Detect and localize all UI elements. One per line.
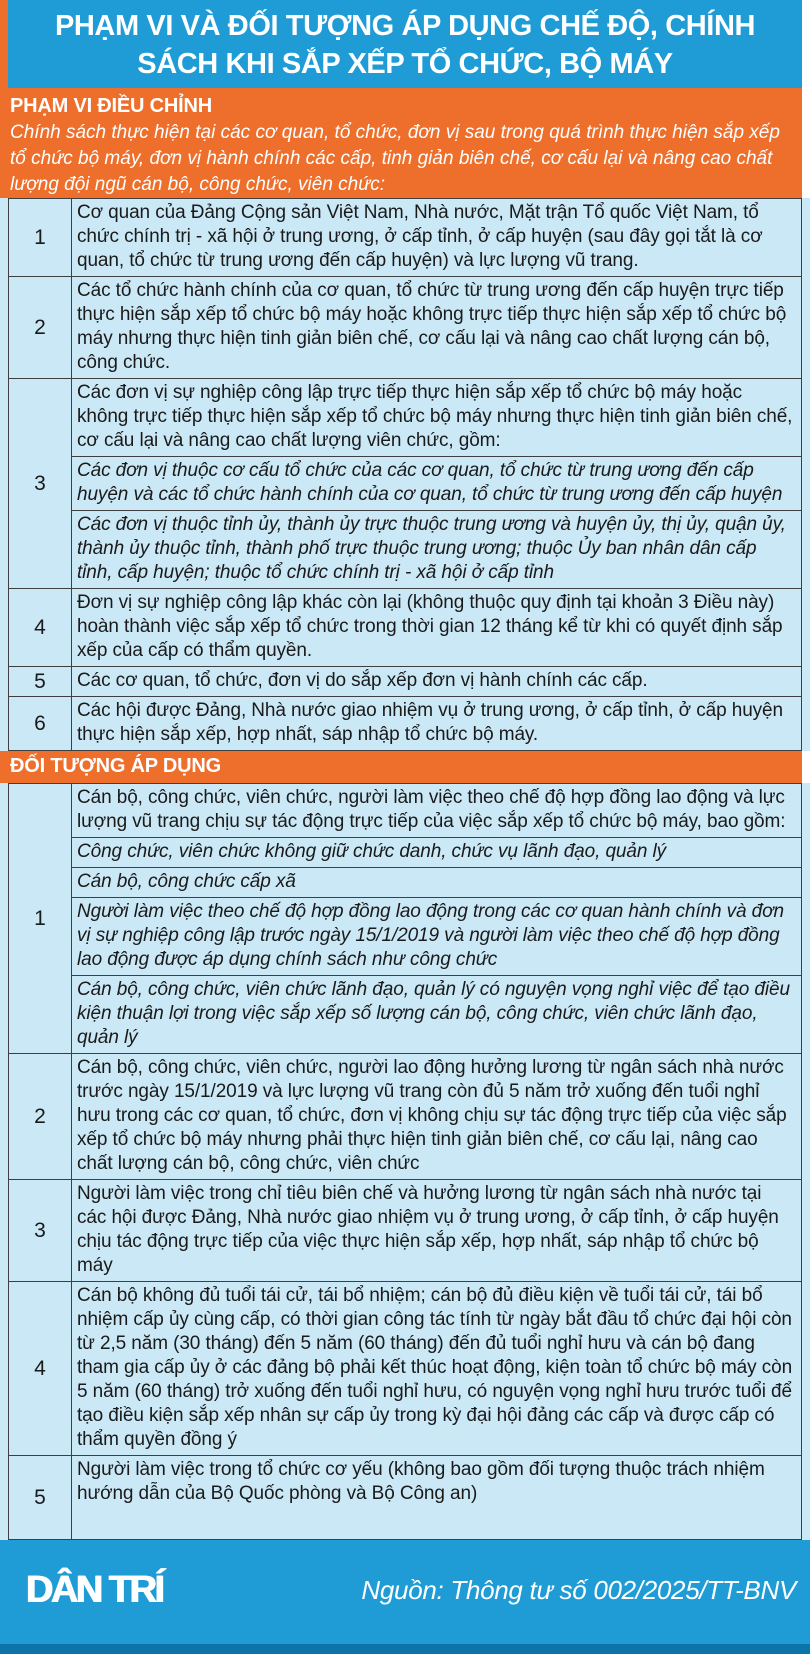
row-cell: Công chức, viên chức không giữ chức danh, chức vụ lãnh đạo, quản lý (72, 837, 801, 867)
footer-bottom-strip (0, 1644, 810, 1654)
table-row (9, 378, 801, 588)
page-title: PHẠM VI VÀ ĐỐI TƯỢNG ÁP DỤNG CHẾ ĐỘ, CHÍNH SÁCH KHI SẮP XẾP TỔ CHỨC, BỘ MÁY (54, 10, 756, 80)
row-cell: Người làm việc theo chế độ hợp đồng lao động trong các cơ quan hành chính và đơn vị sự nghiệp công lập trước ngày 15/1/2019 và người làm việc theo chế độ hợp đồng lao động được áp dụng chính sách như công chức (72, 897, 801, 975)
table-row (9, 696, 801, 750)
subjects-table-wrap (0, 783, 810, 1540)
source-credit: Nguồn: Thông tư số 002/2025/TT-BNV (361, 1574, 796, 1605)
table-row (9, 666, 801, 696)
scope-heading: PHẠM VI ĐIỀU CHỈNH (10, 95, 212, 117)
row-cell: Cán bộ, công chức, viên chức, người lao động hưởng lương từ ngân sách nhà nước trước ngày 15/1/2019 và lực lượng vũ trang còn đủ 5 năm trở xuống đến tuổi nghỉ hưu trong các cơ quan, tổ chức, đơn vị không chịu sự tác động trực tiếp của việc sắp xếp tổ chức bộ máy nhưng phải thực hiện tinh giản biên chế, cơ cấu lại, nâng cao chất lượng cán bộ, công chức, viên chức (77, 1057, 787, 1174)
row-number: 3 (9, 379, 72, 588)
row-cell: Các cơ quan, tổ chức, đơn vị do sắp xếp đơn vị hành chính các cấp. (77, 670, 648, 691)
row-number: 1 (9, 784, 72, 1053)
row-cell: Cơ quan của Đảng Cộng sản Việt Nam, Nhà nước, Mặt trận Tổ quốc Việt Nam, tổ chức chính trị - xã hội ở trung ương, ở cấp tỉnh, ở cấp huyện (sau đây gọi tắt là cơ quan, tổ chức từ trung ương đến cấp huyện) và lực lượng vũ trang. (77, 202, 763, 271)
footer-bar (0, 1540, 810, 1654)
row-cell: Cán bộ không đủ tuổi tái cử, tái bổ nhiệm; cán bộ đủ điều kiện về tuổi tái cử, tái bổ nhiệm cấp ủy cùng cấp, có thời gian công tác tính từ ngày bắt đầu tổ chức đại hội còn từ 2,5 năm (30 tháng) đến 5 năm (60 tháng) đến đủ tuổi nghỉ hưu và cán bộ đang tham gia cấp ủy ở các đảng bộ phải kết thúc hoạt động, kiện toàn tổ chức bộ máy còn 5 năm (60 tháng) trở xuống đến tuổi nghỉ hưu, có nguyện vọng nghỉ hưu trước tuổi để tạo điều kiện sắp xếp nhân sự cấp ủy trong kỳ đại hội đảng các cấp và được cấp có thẩm quyền đồng ý (77, 1285, 793, 1450)
header-wrap (0, 0, 810, 88)
row-cell: Người làm việc trong tổ chức cơ yếu (không bao gồm đối tượng thuộc trách nhiệm hướng dẫn của Bộ Quốc phòng và Bộ Công an) (77, 1459, 765, 1504)
row-cell: Các đơn vị sự nghiệp công lập trực tiếp thực hiện sắp xếp tổ chức bộ máy hoặc không trực tiếp thực hiện sắp xếp tổ chức bộ máy nhưng thực hiện tinh giản biên chế, cơ cấu lại và nâng cao chất lượng viên chức, gồm: (77, 382, 793, 451)
row-number: 5 (9, 667, 72, 696)
subjects-heading: ĐỐI TƯỢNG ÁP DỤNG (10, 755, 222, 777)
row-cell: Các hội được Đảng, Nhà nước giao nhiệm vụ ở trung ương, ở cấp tỉnh, ở cấp huyện thực hiện sắp xếp, hợp nhất, sáp nhập tổ chức bộ máy. (77, 700, 783, 745)
row-cell: Người làm việc trong chỉ tiêu biên chế và hưởng lương từ ngân sách nhà nước tại các hội được Đảng, Nhà nước giao nhiệm vụ ở trung ương, ở cấp tỉnh, ở cấp huyện chịu tác động trực tiếp của việc thực hiện sắp xếp, hợp nhất, sáp nhập tổ chức bộ máy (77, 1183, 779, 1276)
row-number: 2 (9, 277, 72, 378)
table-row (9, 276, 801, 378)
row-number: 6 (9, 697, 72, 750)
row-number: 4 (9, 1282, 72, 1455)
row-cell: Cán bộ, công chức, viên chức lãnh đạo, quản lý có nguyện vọng nghỉ việc để tạo điều kiện thuận lợi trong việc sắp xếp số lượng cán bộ, công chức, viên chức lãnh đạo, quản lý (72, 975, 801, 1053)
row-cell: Các đơn vị thuộc cơ cấu tổ chức của các cơ quan, tổ chức từ trung ương đến cấp huyện và các tổ chức hành chính của cơ quan, tổ chức từ trung ương đến cấp huyện (72, 456, 801, 510)
row-number: 5 (9, 1456, 72, 1539)
section-scope-band (0, 88, 802, 198)
table-row (9, 1281, 801, 1455)
title-bar (8, 0, 802, 88)
section-subjects-band (0, 751, 802, 783)
row-number: 1 (9, 199, 72, 276)
row-number: 2 (9, 1054, 72, 1179)
row-cell: Các tổ chức hành chính của cơ quan, tổ chức từ trung ương đến cấp huyện trực tiếp thực hiện sắp xếp tổ chức bộ máy hoặc không trực tiếp thực hiện sắp xếp tổ chức bộ máy nhưng thực hiện tinh giản biên chế, cơ cấu lại và nâng cao chất lượng cán bộ, công chức. (77, 280, 787, 373)
table-row (9, 783, 801, 1053)
row-number: 4 (9, 589, 72, 666)
row-cell: Đơn vị sự nghiệp công lập khác còn lại (không thuộc quy định tại khoản 3 Điều này) hoàn thành việc sắp xếp tổ chức trong thời gian 12 tháng kể từ khi có quyết định sắp xếp của cấp có thẩm quyền. (77, 592, 783, 661)
row-cell: Các đơn vị thuộc tỉnh ủy, thành ủy trực thuộc trung ương và huyện ủy, thị ủy, quận ủy, thành ủy thuộc tỉnh, thành phố trực thuộc trung ương; thuộc Ủy ban nhân dân cấp tỉnh, cấp huyện; thuộc tổ chức chính trị - xã hội ở cấp tỉnh (72, 510, 801, 588)
table-row (9, 588, 801, 666)
subjects-table (8, 783, 802, 1540)
scope-intro: Chính sách thực hiện tại các cơ quan, tổ chức, đơn vị sau trong quá trình thực hiện sắp xếp tổ chức bộ máy, đơn vị hành chính các cấp, tinh giản biên chế, cơ cấu lại và nâng cao chất lượng đội ngũ cán bộ, công chức, viên chức: (10, 122, 780, 195)
table-row (9, 1053, 801, 1179)
table-row (9, 1455, 801, 1539)
scope-table (8, 198, 802, 751)
row-cell: Cán bộ, công chức, viên chức, người làm việc theo chế độ hợp đồng lao động và lực lượng vũ trang chịu sự tác động trực tiếp của việc sắp xếp tổ chức bộ máy, bao gồm: (77, 787, 786, 832)
table-row (9, 1179, 801, 1281)
row-number: 3 (9, 1180, 72, 1281)
table-row (9, 198, 801, 276)
row-cell: Cán bộ, công chức cấp xã (72, 867, 801, 897)
scope-table-wrap (0, 198, 810, 751)
left-accent-strip (0, 0, 8, 88)
dantri-logo: DÂN TRÍ (26, 1568, 163, 1611)
